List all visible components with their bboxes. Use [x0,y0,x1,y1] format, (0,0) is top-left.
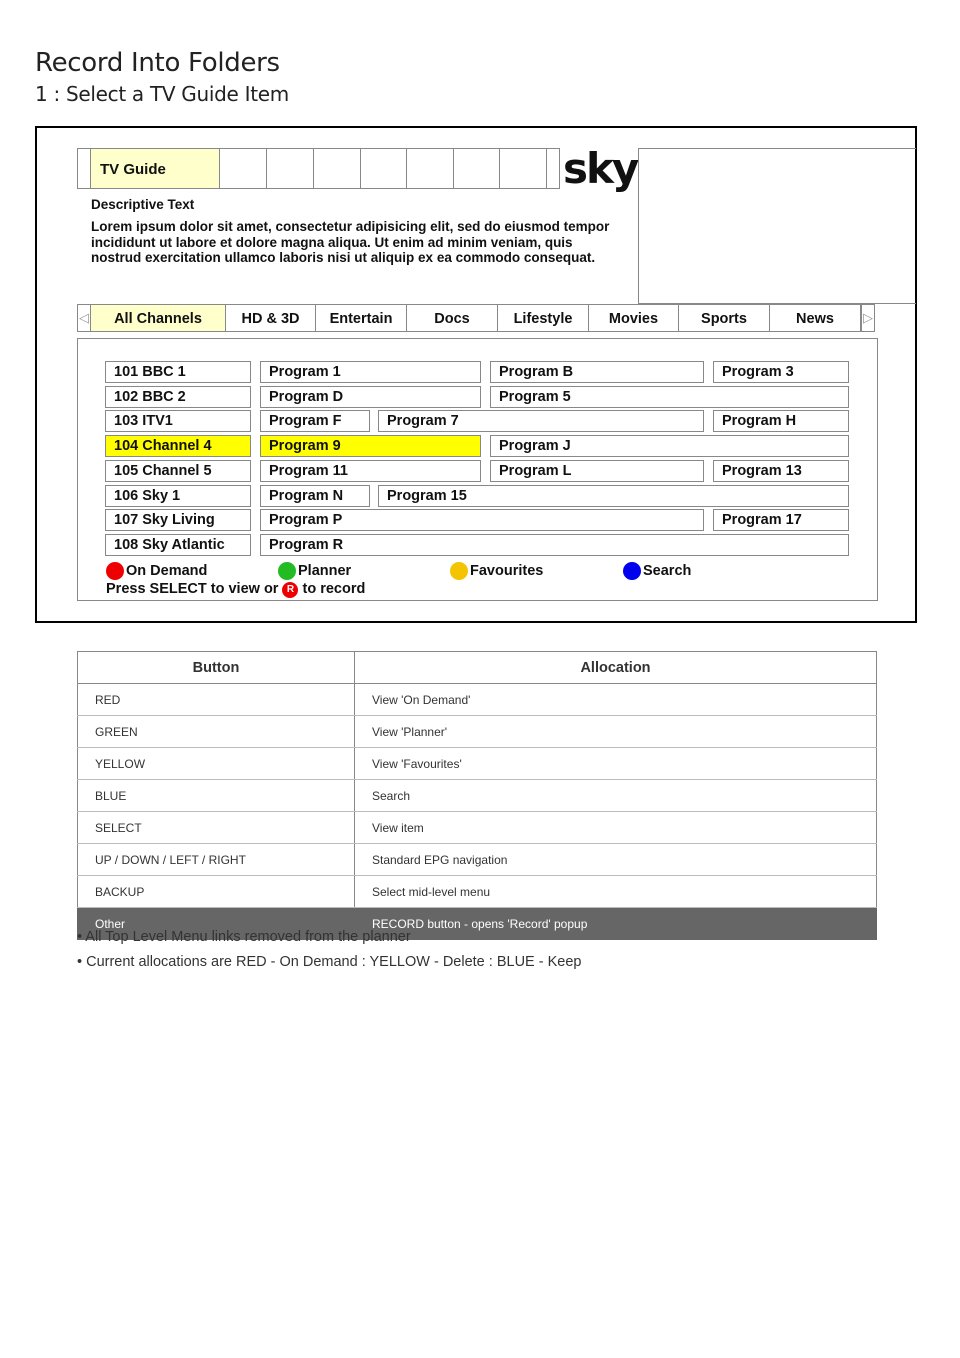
page-title: Record Into Folders [35,48,280,78]
legend-planner: Planner [298,563,352,579]
button-cell: BLUE [78,780,355,812]
channel-label[interactable]: 108 Sky Atlantic [105,534,251,556]
description-heading: Descriptive Text [91,197,195,212]
tab-sports[interactable]: Sports [679,304,770,332]
program-cell[interactable]: Program 5 [490,386,849,408]
button-cell: Other [78,908,355,940]
channel-label[interactable]: 105 Channel 5 [105,460,251,482]
description-body: Lorem ipsum dolor sit amet, consectetur adipisicing elit, sed do eiusmod tempor incididunt ut labore et dolore magna aliqua. Ut enim ad minim veniam, quis nostrud exercitation ullamco laboris nisi ut aliquip ex ea commodo consequat. [91,219,610,265]
button-cell: RED [78,684,355,716]
table-row [78,780,877,812]
tab-docs[interactable]: Docs [407,304,498,332]
red-button-icon [106,562,124,580]
button-cell: UP / DOWN / LEFT / RIGHT [78,844,355,876]
header-empty-cell [220,148,267,189]
allocation-cell: RECORD button - opens 'Record' popup [355,908,877,940]
allocation-cell: View item [355,812,877,844]
header-empty-cell [314,148,361,189]
tab-lifestyle[interactable]: Lifestyle [498,304,589,332]
program-cell[interactable]: Program N [260,485,370,507]
program-cell[interactable]: Program F [260,410,370,432]
button-cell: SELECT [78,812,355,844]
program-cell[interactable]: Program 17 [713,509,849,531]
video-preview-panel [638,148,916,304]
tab-hd-3d[interactable]: HD & 3D [226,304,316,332]
program-cell[interactable]: Program B [490,361,704,383]
table-row [78,844,877,876]
table-row [78,812,877,844]
channel-label[interactable]: 106 Sky 1 [105,485,251,507]
button-cell: GREEN [78,716,355,748]
header-empty-cell [500,148,547,189]
allocation-cell: View 'On Demand' [355,684,877,716]
channel-label[interactable]: 107 Sky Living [105,509,251,531]
table-row [78,748,877,780]
program-cell[interactable]: Program R [260,534,849,556]
column-header-allocation: Allocation [355,652,877,684]
program-cell[interactable]: Program 15 [378,485,849,507]
tab-scroll-left-icon[interactable]: ◁ [77,304,91,332]
program-cell[interactable]: Program P [260,509,704,531]
button-cell: YELLOW [78,748,355,780]
green-button-icon [278,562,296,580]
tab-news[interactable]: News [770,304,861,332]
table-row [78,876,877,908]
allocation-cell: View 'Favourites' [355,748,877,780]
program-cell[interactable]: Program J [490,435,849,457]
tab-movies[interactable]: Movies [589,304,679,332]
sky-logo: sky [563,144,638,193]
header-empty-cell [361,148,407,189]
table-header-row [78,652,877,684]
blue-button-icon [623,562,641,580]
button-cell: BACKUP [78,876,355,908]
note-item: • All Top Level Menu links removed from the planner [77,929,411,945]
program-cell[interactable]: Program 7 [378,410,704,432]
channel-label[interactable]: 102 BBC 2 [105,386,251,408]
tab-all-channels[interactable]: All Channels [91,304,226,332]
table-row [78,684,877,716]
program-cell[interactable]: Program H [713,410,849,432]
instruction-after: to record [302,581,366,597]
channel-label[interactable]: 101 BBC 1 [105,361,251,383]
yellow-button-icon [450,562,468,580]
program-cell[interactable]: Program 11 [260,460,481,482]
program-cell[interactable]: Program L [490,460,704,482]
legend-favourites: Favourites [470,563,544,579]
note-item: • Current allocations are RED - On Demand : YELLOW - Delete : BLUE - Keep [77,954,582,970]
record-button-icon: R [282,582,298,598]
legend-search: Search [643,563,692,579]
instruction-text [106,581,365,598]
header-empty-cell [407,148,454,189]
allocation-cell: Search [355,780,877,812]
header-empty-cell [267,148,314,189]
program-cell-selected[interactable]: Program 9 [260,435,481,457]
program-cell[interactable]: Program D [260,386,481,408]
tv-guide-title: TV Guide [90,148,220,189]
allocation-cell: Standard EPG navigation [355,844,877,876]
column-header-button: Button [78,652,355,684]
page-subtitle: 1 : Select a TV Guide Item [35,82,289,106]
channel-label-selected[interactable]: 104 Channel 4 [105,435,251,457]
allocation-cell: View 'Planner' [355,716,877,748]
table-row [78,716,877,748]
header-empty-cell [454,148,500,189]
allocation-cell: Select mid-level menu [355,876,877,908]
legend-on-demand: On Demand [126,563,208,579]
program-cell[interactable]: Program 3 [713,361,849,383]
channel-label[interactable]: 103 ITV1 [105,410,251,432]
header-empty-cell [547,148,560,189]
program-cell[interactable]: Program 1 [260,361,481,383]
header-leading-cell [77,148,91,189]
tab-entertain[interactable]: Entertain [316,304,407,332]
tab-scroll-right-icon[interactable]: ▷ [861,304,875,332]
instruction-before: Press SELECT to view or [106,581,279,597]
button-allocation-table [77,651,877,940]
program-cell[interactable]: Program 13 [713,460,849,482]
